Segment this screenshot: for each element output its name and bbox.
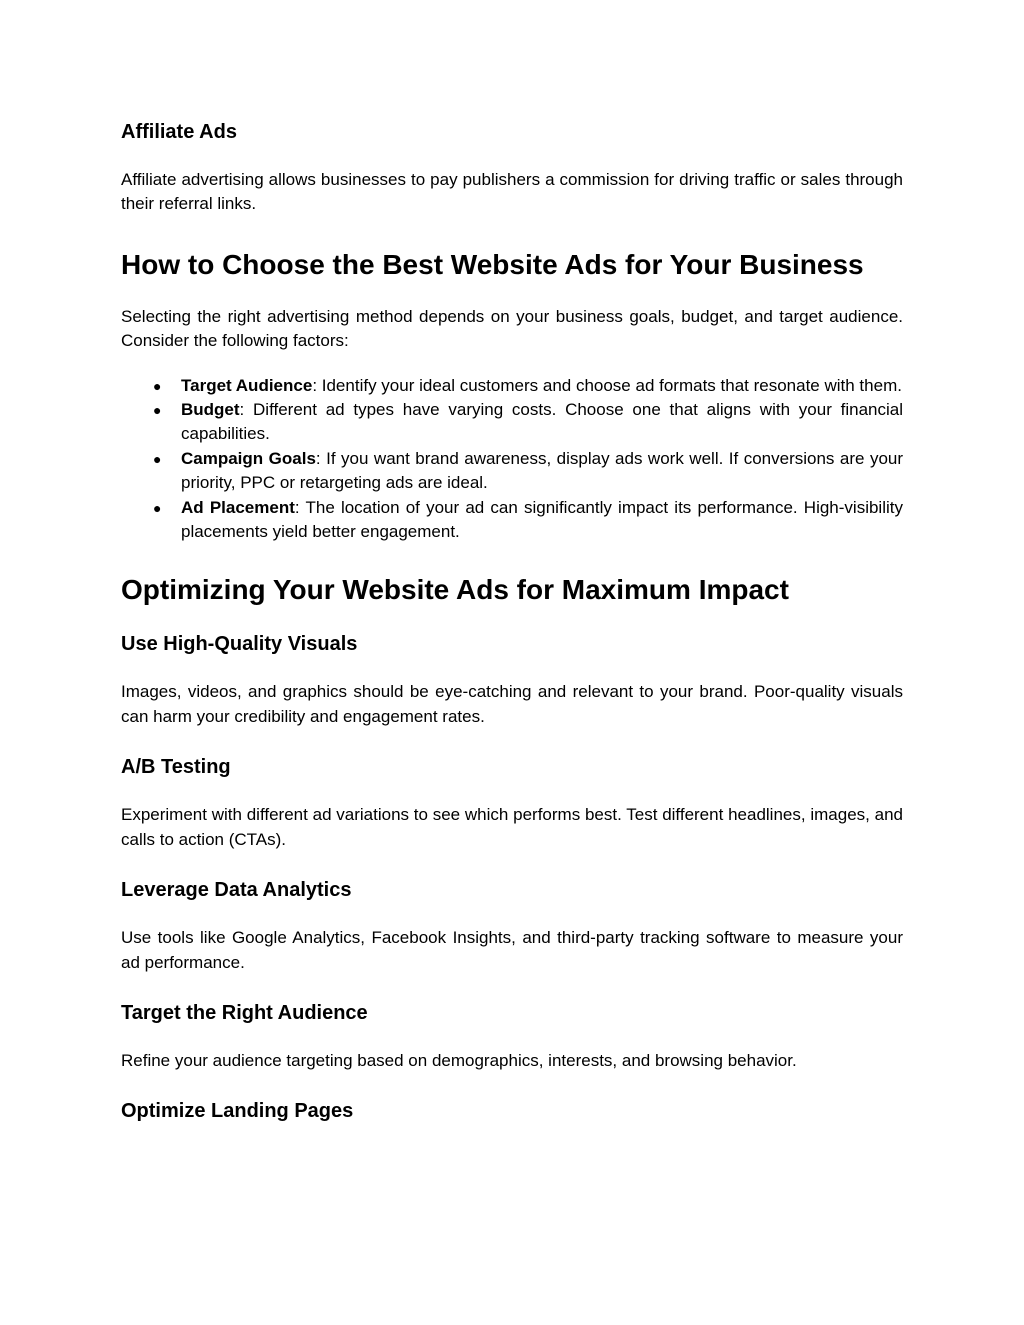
- list-item-text: : Identify your ideal customers and choose ad formats that resonate with them.: [312, 375, 902, 395]
- choose-ads-heading: How to Choose the Best Website Ads for Your Business: [121, 248, 864, 280]
- list-item: [121, 398, 903, 447]
- ab-testing-heading: A/B Testing: [121, 756, 231, 779]
- choose-ads-intro: Selecting the right advertising method depends on your business goals, budget, and target audience. Consider the following factors:: [121, 306, 903, 351]
- list-item: [121, 496, 903, 545]
- audience-heading: Target the Right Audience: [121, 1001, 368, 1024]
- list-item-term: Target Audience: [181, 375, 313, 395]
- audience-paragraph: Refine your audience targeting based on demographics, interests, and browsing behavior.: [121, 1050, 797, 1070]
- list-item: [121, 447, 903, 496]
- bullet-icon: ●: [153, 402, 162, 419]
- affiliate-ads-paragraph: Affiliate advertising allows businesses to pay publishers a commission for driving traffic or sales through their referral links.: [121, 170, 903, 214]
- affiliate-ads-heading: Affiliate Ads: [121, 121, 237, 143]
- optimizing-ads-heading: Optimizing Your Website Ads for Maximum Impact: [121, 574, 789, 606]
- list-item-text: : If you want brand awareness, display ads work well. If conversions are your priority, PPC or retargeting ads are ideal.: [181, 448, 904, 493]
- visuals-paragraph: Images, videos, and graphics should be eye-catching and relevant to your brand. Poor-quality visuals can harm your credibility and engagement rates.: [121, 682, 903, 726]
- factors-list: [121, 374, 903, 545]
- landing-pages-heading: Optimize Landing Pages: [121, 1100, 354, 1123]
- list-item-term: Ad Placement: [181, 497, 295, 517]
- bullet-icon: ●: [153, 450, 162, 467]
- analytics-paragraph: Use tools like Google Analytics, Facebook Insights, and third-party tracking software to measure your ad performance.: [121, 928, 903, 972]
- ab-testing-paragraph: Experiment with different ad variations to see which performs best. Test different headlines, images, and calls to action (CTAs).: [121, 805, 903, 849]
- visuals-heading: Use High-Quality Visuals: [121, 633, 358, 656]
- list-item-text: : Different ad types have varying costs. Choose one that aligns with your financial capabilities.: [181, 400, 903, 444]
- document-page: [121, 118, 903, 1125]
- list-item-term: Budget: [181, 400, 240, 420]
- list-item-text: : The location of your ad can significantly impact its performance. High-visibility placements yield better engagement.: [181, 497, 903, 542]
- analytics-heading: Leverage Data Analytics: [121, 879, 352, 902]
- list-item-term: Campaign Goals: [181, 448, 316, 468]
- bullet-icon: ●: [153, 499, 162, 516]
- list-item: [121, 374, 903, 398]
- bullet-icon: ●: [153, 377, 162, 394]
